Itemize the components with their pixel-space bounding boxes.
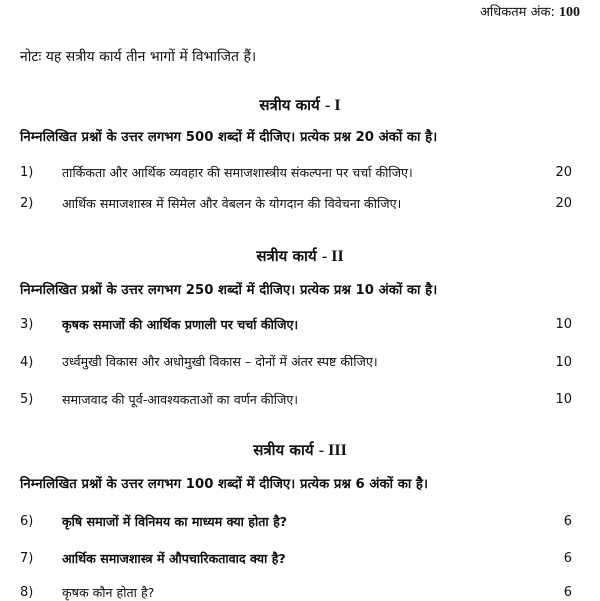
question-marks: 20 xyxy=(555,196,572,211)
question-number: 8) xyxy=(20,585,34,600)
section-heading-text: सत्रीय कार्य xyxy=(256,247,317,265)
question-number: 3) xyxy=(20,317,34,332)
section-heading-2 xyxy=(0,246,600,266)
section-instruction-3: निम्नलिखित प्रश्नों के उत्तर लगभग 100 शब्दों में दीजिए। प्रत्येक प्रश्न 6 अंकों का है। xyxy=(20,477,429,492)
section-roman-numeral: - III xyxy=(318,442,347,459)
question-marks: 6 xyxy=(563,551,572,566)
question-number: 2) xyxy=(20,196,34,211)
section-roman-numeral: - I xyxy=(325,97,341,114)
max-marks xyxy=(480,2,580,21)
question-marks: 6 xyxy=(563,585,572,600)
section-instruction-1: निम्नलिखित प्रश्नों के उत्तर लगभग 500 शब्दों में दीजिए। प्रत्येक प्रश्न 20 अंकों का है। xyxy=(20,130,438,145)
section-heading-3 xyxy=(0,440,600,460)
question-number: 6) xyxy=(20,514,34,529)
question-text: आर्थिक समाजशास्त्र में औपचारिकतावाद क्या है? xyxy=(62,551,286,566)
question-number: 1) xyxy=(20,165,34,180)
question-number: 5) xyxy=(20,392,34,407)
question-marks: 20 xyxy=(555,165,572,180)
question-text: कृषक समाजों की आर्थिक प्रणाली पर चर्चा कीजिए। xyxy=(62,317,299,332)
question-text: कृषि समाजों में विनिमय का माध्यम क्या होता है? xyxy=(62,514,288,529)
question-marks: 10 xyxy=(555,392,572,407)
note-text: नोटः यह सत्रीय कार्य तीन भागों में विभाजित हैं। xyxy=(20,49,257,65)
section-heading-1 xyxy=(0,95,600,115)
question-marks: 6 xyxy=(563,514,572,529)
max-marks-label: अधिकतम अंक: xyxy=(479,5,555,20)
question-number: 7) xyxy=(20,551,34,566)
section-roman-numeral: - II xyxy=(321,248,344,265)
question-text: उर्ध्वमुखी विकास और अधोमुखी विकास – दोनों में अंतर स्पष्ट कीजिए। xyxy=(62,354,378,369)
question-text: समाजवाद की पूर्व-आवश्यकताओं का वर्णन कीजिए। xyxy=(62,392,299,407)
section-instruction-2: निम्नलिखित प्रश्नों के उत्तर लगभग 250 शब्दों में दीजिए। प्रत्येक प्रश्न 10 अंकों का है। xyxy=(20,283,438,298)
question-marks: 10 xyxy=(555,355,572,370)
section-heading-text: सत्रीय कार्य xyxy=(259,96,320,114)
question-number: 4) xyxy=(20,355,34,370)
max-marks-value: 100 xyxy=(559,5,580,20)
question-marks: 10 xyxy=(555,317,572,332)
question-text: तार्किकता और आर्थिक व्यवहार की समाजशास्त्रीय संकल्पना पर चर्चा कीजिए। xyxy=(62,165,413,180)
question-text: आर्थिक समाजशास्त्र में सिमेल और वेबलन के योगदान की विवेचना कीजिए। xyxy=(62,196,402,211)
question-text: कृषक कौन होता है? xyxy=(62,585,155,600)
section-heading-text: सत्रीय कार्य xyxy=(253,441,314,459)
